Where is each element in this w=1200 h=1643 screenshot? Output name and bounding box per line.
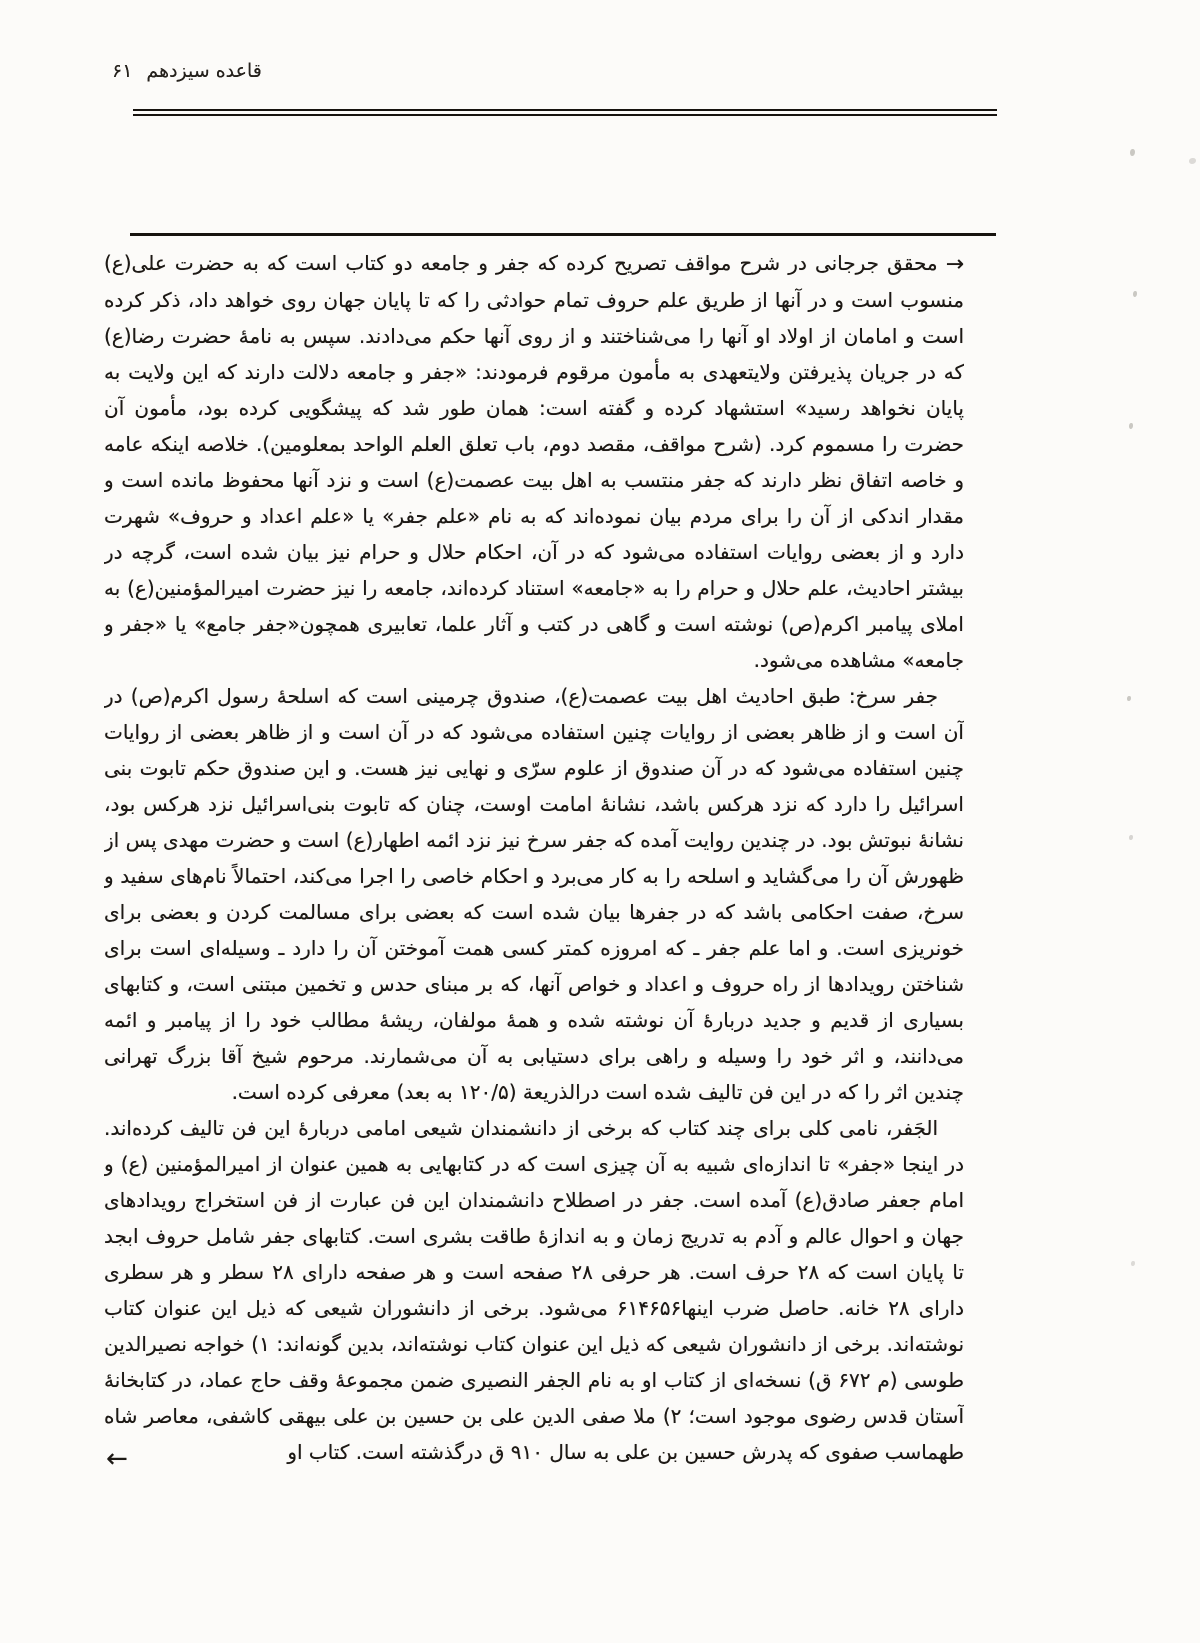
header-double-rule (133, 109, 997, 116)
scan-speck (1130, 149, 1135, 156)
paragraph-1-text: محقق جرجانی در شرح مواقف تصریح کرده که جفر و جامعه دو کتاب است که به حضرت علی(ع) منسوب است و در آنها از طریق علم حروف تمام حوادثی را که تا پایان جهان روی خواهد داد، ذکر کرده است و امامان از اولاد او آنها را می‌شناختند و از روی آنها حکم می‌دادند. سپس به نامهٔ حضرت رضا(ع) که در جریان پذیرفتن ولایتعهدی به مأمون مرقوم فرمودند: «جفر و جامعه دلالت دارند که این ولایت به پایان نخواهد رسید» استشهاد کرده و گفته است: همان طور شد که پیشگویی کرده بود، مأمون آن حضرت را مسموم کرد. (شرح مواقف، مقصد دوم، باب تعلق العلم الواحد بمعلومین). خلاصه اینکه عامه و خاصه اتفاق نظر دارند که جفر منتسب به اهل بیت عصمت(ع) است و نزد آنها محفوظ مانده است و مقدار اندکی از آن را برای مردم بیان نموده‌اند که به نام «علم جفر» یا «علم اعداد و حروف» شهرت دارد و از بعضی روایات استفاده می‌شود که در آن، احکام حلال و حرام نیز بیان شده است، گرچه در بیشتر احادیث، علم حلال و حرام را به «جامعه» استناد کرده‌اند، جامعه را نیز حضرت امیرالمؤمنین(ع) به املای پیامبر اکرم(ص) نوشته است و گاهی در کتب و آثار علما، تعابیری همچون«جفر جامع» یا «جفر و جامعه» مشاهده می‌شود. (104, 251, 964, 672)
running-head (112, 60, 262, 82)
scan-speck (1189, 158, 1196, 164)
scan-speck (1129, 835, 1133, 840)
continuation-arrow-icon: → (945, 252, 964, 277)
paragraph-1 (104, 245, 964, 678)
page-number: ۶۱ (112, 60, 133, 82)
scan-speck (1127, 696, 1131, 701)
chapter-title: قاعده سیزدهم (146, 60, 262, 82)
paragraph-2: جفر سرخ: طبق احادیث اهل بیت عصمت(ع)، صندوق چرمینی است که اسلحهٔ رسول اکرم(ص) در آن است و از ظاهر بعضی از روایات چنین استفاده می‌شود که در آن است و از ظاهر بعضی از روایات چنین استفاده می‌شود که در آن صندوق از علوم سرّی و نهایی نیز هست. و این صندوق حکم تابوت بنی اسرائیل را دارد که نزد هرکس باشد، نشانهٔ امامت اوست، چنان که تابوت بنی‌اسرائیل نزد هرکس بود، نشانهٔ نبوتش بود. در چندین روایت آمده که جفر سرخ نیز نزد ائمه اطهار(ع) است و حضرت مهدی پس از ظهورش آن را می‌گشاید و اسلحه را به کار می‌برد و احکام خاصی را اجرا می‌کند، احتمالاً نام‌های سفید و سرخ، صفت احکامی باشد که در جفرها بیان شده است که بعضی برای مسالمت کردن و بعضی برای خونریزی است. و اما علم جفر ـ که امروزه کمتر کسی همت آموختن آن را دارد ـ وسیله‌ای است برای شناختن رویدادها از راه حروف و اعداد و خواص آنها، که بر مبنای حدس و تخمین مبتنی است، و کتابهای بسیاری از قدیم و جدید دربارهٔ آن نوشته شده و همهٔ مولفان، ریشهٔ مطالب خود را از پیامبر و ائمه می‌دانند، و اثر خود را وسیله و راهی برای دستیابی به آن می‌شمارند. مرحوم شیخ آقا بزرگ تهرانی چندین اثر را که در این فن تالیف شده است درالذریعة (۱۲۰/۵ به بعد) معرفی کرده است. (104, 684, 964, 1104)
text-top-rule (130, 233, 996, 236)
scan-speck (1129, 423, 1133, 429)
continues-next-arrow-icon: ← (106, 1444, 128, 1474)
scan-speck (1133, 291, 1137, 297)
scan-speck (1131, 1261, 1135, 1266)
paragraph-3: الجَفر، نامی کلی برای چند کتاب که برخی از دانشمندان شیعی امامی دربارهٔ این فن تالیف کرده‌اند. در اینجا «جفر» تا اندازه‌ای شبیه به آن چیزی است که در کتابهایی به همین عنوان از امیرالمؤمنین (ع) و امام جعفر صادق(ع) آمده است. جفر در اصطلاح دانشمندان این فن عبارت از فن استخراج رویدادهای جهان و احوال عالم و آدم به تدریج زمان و به اندازهٔ طاقت بشری است. کتابهای جفر شامل حروف ابجد تا پایان است که ۲۸ حرف است. هر حرفی ۲۸ صفحه است و هر صفحه دارای ۲۸ سطر و هر سطری دارای ۲۸ خانه. حاصل ضرب اینها۶۱۴۶۵۶ می‌شود. برخی از دانشوران شیعی که ذیل این عنوان کتاب نوشته‌اند. برخی از دانشوران شیعی که ذیل این عنوان کتاب نوشته‌اند، بدین گونه‌اند: ۱) خواجه نصیرالدین طوسی (م ۶۷۲ ق) نسخه‌ای از کتاب او به نام الجفر النصیری ضمن مجموعهٔ وقف حاج عماد، در کتابخانهٔ آستان قدس رضوی موجود است؛ ۲) ملا صفی الدین علی بن حسین بن علی بیهقی کاشفی، معاصر شاه طهماسب صفوی که پدرش حسین بن علی به سال ۹۱۰ ق درگذشته است. کتاب او (104, 1116, 964, 1464)
body-text (104, 245, 964, 1473)
